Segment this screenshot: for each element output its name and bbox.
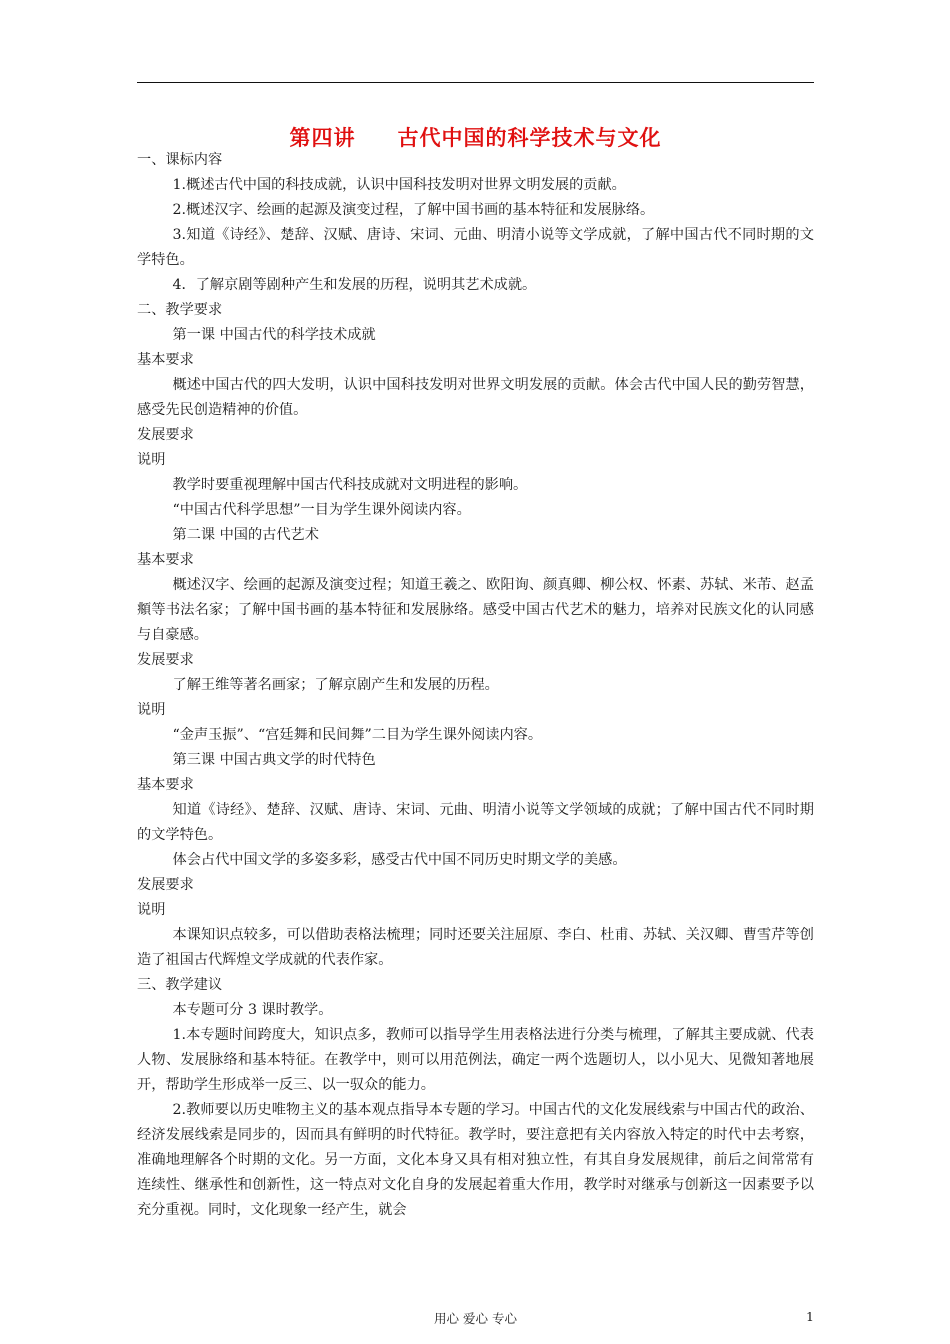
section-heading: 基本要求 bbox=[137, 552, 194, 568]
paragraph: 2.教师要以历史唯物主义的基本观点指导本专题的学习。中国古代的文化发展线索与中国古代的政治、经济发展线索是同步的，因而具有鲜明的时代特征。教学时，要注意把有关内容放入特定的时代中去考察，准确地理解各个时期的文化。另一方面，文化本身又具有相对独立性，有其自身发展规律，前后之间常常有连续性、继承性和创新性，这一特点对文化自身的发展起着重大作用，教学时对继承与创新这一因素要予以充分重视。同时，文化现象一经产生，就会 bbox=[137, 1102, 814, 1218]
footer-motto: 用心 爱心 专心 bbox=[434, 1311, 517, 1326]
paragraph: 概述汉字、绘画的起源及演变过程；知道王羲之、欧阳询、颜真卿、柳公权、怀素、苏轼、米芾、赵孟頫等书法名家；了解中国书画的基本特征和发展脉络。感受中国古代艺术的魅力，培养对民族文化的认同感与自豪感。 bbox=[137, 577, 814, 643]
paragraph: 第一课 中国古代的科学技术成就 bbox=[172, 327, 376, 343]
paragraph: 3.知道《诗经》、楚辞、汉赋、唐诗、宋词、元曲、明清小说等文学成就，了解中国古代不同时期的文学特色。 bbox=[137, 227, 814, 268]
paragraph: 本专题可分 3 课时教学。 bbox=[172, 1002, 333, 1018]
section-heading: 发展要求 bbox=[137, 877, 194, 893]
paragraph: 知道《诗经》、楚辞、汉赋、唐诗、宋词、元曲、明清小说等文学领域的成就；了解中国古代不同时期的文学特色。 bbox=[137, 802, 814, 843]
paragraph: 4．了解京剧等剧种产生和发展的历程，说明其艺术成就。 bbox=[172, 277, 537, 293]
paragraph: 教学时要重视理解中国古代科技成就对文明进程的影响。 bbox=[172, 477, 528, 493]
section-heading: 三、教学建议 bbox=[137, 977, 223, 993]
page-number: 1 bbox=[806, 1309, 814, 1324]
section-heading: 说明 bbox=[137, 702, 166, 718]
section-heading: 二、教学要求 bbox=[137, 302, 223, 318]
section-heading: 说明 bbox=[137, 902, 166, 918]
section-heading: 发展要求 bbox=[137, 427, 194, 443]
title-lecture: 第四讲 bbox=[289, 126, 356, 150]
section-heading: 一、课标内容 bbox=[137, 152, 223, 168]
section-heading: 发展要求 bbox=[137, 652, 194, 668]
paragraph: 第三课 中国古典文学的时代特色 bbox=[172, 752, 376, 768]
section-heading: 基本要求 bbox=[137, 777, 194, 793]
paragraph: “中国古代科学思想”一目为学生课外阅读内容。 bbox=[172, 502, 471, 518]
paragraph: 1.概述古代中国的科技成就，认识中国科技发明对世界文明发展的贡献。 bbox=[172, 177, 626, 193]
paragraph: 体会占代中国文学的多姿多彩，感受古代中国不同历史时期文学的美感。 bbox=[172, 852, 627, 868]
section-heading: 说明 bbox=[137, 452, 166, 468]
paragraph: 2.概述汉字、绘画的起源及演变过程，了解中国书画的基本特征和发展脉络。 bbox=[172, 202, 655, 218]
paragraph: “金声玉振”、“宫廷舞和民间舞”二目为学生课外阅读内容。 bbox=[172, 727, 543, 743]
paragraph: 了解王维等著名画家；了解京剧产生和发展的历程。 bbox=[172, 677, 499, 693]
paragraph: 本课知识点较多，可以借助表格法梳理；同时还要关注屈原、李白、杜甫、苏轼、关汉卿、曹雪芹等创造了祖国古代辉煌文学成就的代表作家。 bbox=[137, 927, 814, 968]
paragraph: 第二课 中国的古代艺术 bbox=[172, 527, 319, 543]
paragraph: 1.本专题时间跨度大，知识点多，教师可以指导学生用表格法进行分类与梳理，了解其主要成就、代表人物、发展脉络和基本特征。在教学中，则可以用范例法，确定一两个选题切人，以小见大、见微知著地展开，帮助学生形成举一反三、以一驭众的能力。 bbox=[137, 1027, 814, 1093]
title-topic: 古代中国的科学技术与文化 bbox=[397, 126, 662, 150]
header-rule bbox=[137, 82, 814, 83]
section-heading: 基本要求 bbox=[137, 352, 194, 368]
paragraph: 概述中国古代的四大发明，认识中国科技发明对世界文明发展的贡献。体会古代中国人民的勤劳智慧，感受先民创造精神的价值。 bbox=[137, 377, 814, 418]
document-body bbox=[137, 148, 814, 1223]
